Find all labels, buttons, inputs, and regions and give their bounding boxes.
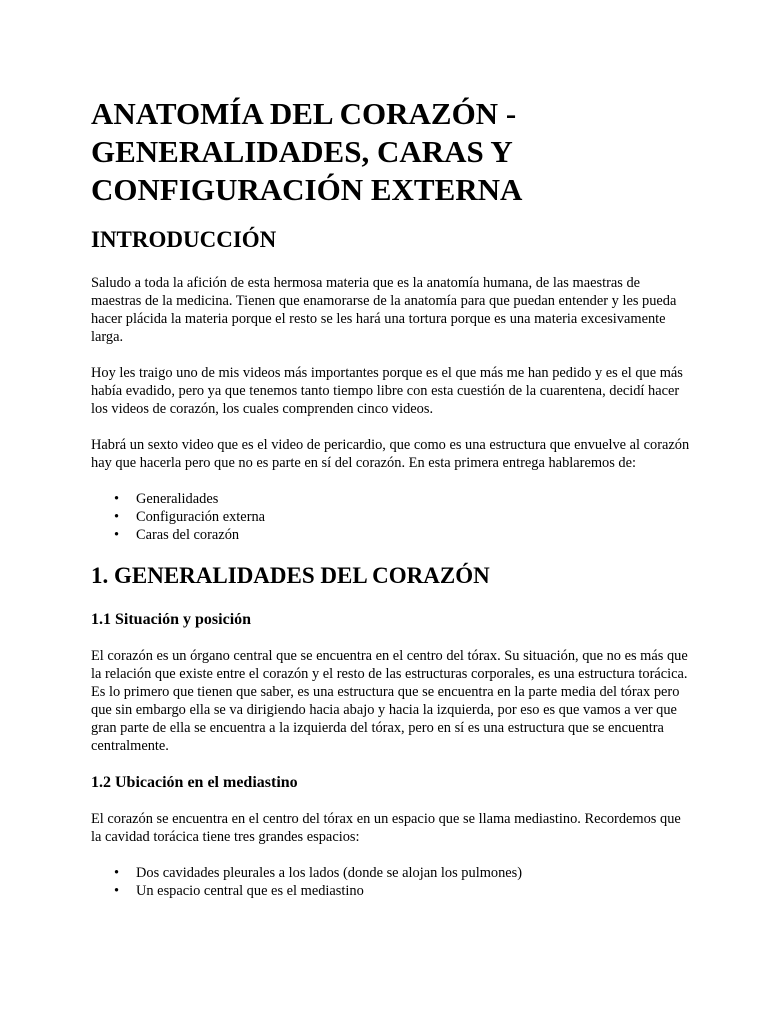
bullet-icon: • xyxy=(114,491,120,507)
list-item: • Generalidades xyxy=(114,491,219,507)
subsection-1-1-paragraph: El corazón es un órgano central que se encuentra en el centro del tórax. Su situación, que no es más que la relación que existe entre el corazón y el resto de las estructuras corporales, es una estructura torácica. Es lo primero que tienen que saber, es una estructura que se encuentra en la parte media del tórax pero que sin embargo ella se va dirigiendo hacia abajo y hacia la izquierda, por eso es que vamos a ver que gran parte de ella se encuentra a la izquierda del tórax, pero en sí es una estructura que se encuentra centralmente. xyxy=(91,648,688,754)
subsection-1-2-heading: 1.2 Ubicación en el mediastino xyxy=(91,774,298,791)
bullet-icon: • xyxy=(114,865,120,881)
intro-paragraph-3: Habrá un sexto video que es el video de pericardio, que como es una estructura que envuelve al corazón hay que hacerla pero que no es parte en sí del corazón. En esta primera entrega hablaremos de: xyxy=(91,437,690,471)
page-title: ANATOMÍA DEL CORAZÓN - GENERALIDADES, CARAS Y CONFIGURACIÓN EXTERNA xyxy=(91,96,523,207)
intro-paragraph-2: Hoy les traigo uno de mis videos más importantes porque es el que más me han pedido y es el que más había evadido, pero ya que tenemos tanto tiempo libre con esta cuestión de la cuarentena, decidí hacer los videos de corazón, los cuales comprenden cinco videos. xyxy=(91,365,683,417)
section-1-heading: 1. GENERALIDADES DEL CORAZÓN xyxy=(91,563,490,588)
document-page xyxy=(91,95,691,900)
thorax-spaces-list xyxy=(91,864,691,900)
intro-topic-list xyxy=(91,490,691,544)
bullet-icon: • xyxy=(114,527,120,543)
subsection-1-2-paragraph: El corazón se encuentra en el centro del tórax en un espacio que se llama mediastino. Recordemos que la cavidad torácica tiene tres grandes espacios: xyxy=(91,811,681,845)
intro-paragraph-1: Saludo a toda la afición de esta hermosa materia que es la anatomía humana, de las maestras de maestras de la medicina. Tienen que enamorarse de la anatomía para que puedan entender y les pueda hacer plácida la materia porque el resto se les hará una tortura porque es una materia excesivamente larga. xyxy=(91,275,677,345)
list-item: • Configuración externa xyxy=(114,509,266,525)
bullet-icon: • xyxy=(114,883,120,899)
list-item: • Un espacio central que es el mediastino xyxy=(114,883,364,899)
bullet-icon: • xyxy=(114,509,120,525)
intro-heading: INTRODUCCIÓN xyxy=(91,227,277,252)
list-item: • Dos cavidades pleurales a los lados (donde se alojan los pulmones) xyxy=(114,865,523,881)
subsection-1-1-heading: 1.1 Situación y posición xyxy=(91,611,252,628)
list-item: • Caras del corazón xyxy=(114,527,240,543)
